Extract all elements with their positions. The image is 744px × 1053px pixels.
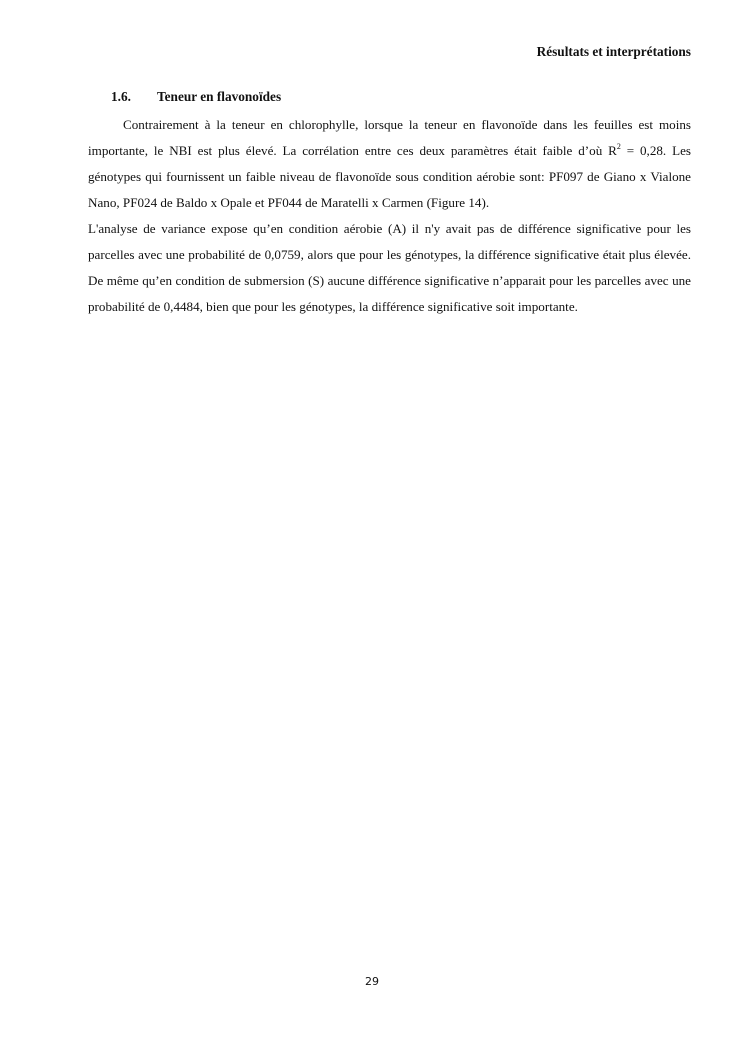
paragraph-variance-analysis: L'analyse de variance expose qu’en condition aérobie (A) il n'y avait pas de différence significative pour les parcelles avec une probabilité de 0,0759, alors que pour les génotypes, la différence significative était plus élevée. De même qu’en condition de submersion (S) aucune différence significative n’apparait pour les parcelles avec une probabilité de 0,4484, bien que pour les génotypes, la différence significative soit importante. xyxy=(88,221,691,314)
section-number: 1.6. xyxy=(111,89,131,104)
r-squared-superscript: 2 xyxy=(616,142,621,151)
paragraph-correlation-part1: Contrairement à la teneur en chlorophylle, lorsque la teneur en flavonoïde dans les feuilles est moins importante, le NBI est plus élevé. La corrélation entre ces deux paramètres était faible d’où R xyxy=(88,117,691,158)
paragraph-correlation xyxy=(88,112,691,216)
running-header: Résultats et interprétations xyxy=(536,44,691,59)
body-text xyxy=(88,112,691,320)
paragraph-correlation-part2: = 0,28. Les génotypes qui fournissent un faible niveau de flavonoïde sous condition aérobie sont: PF097 de Giano x Vialone Nano, PF024 de Baldo x Opale et PF044 de Maratelli x Carmen (Figure 14). xyxy=(88,143,691,210)
section-heading xyxy=(111,88,281,106)
section-title: Teneur en flavonoïdes xyxy=(157,89,282,104)
page-number: 29 xyxy=(365,975,379,988)
